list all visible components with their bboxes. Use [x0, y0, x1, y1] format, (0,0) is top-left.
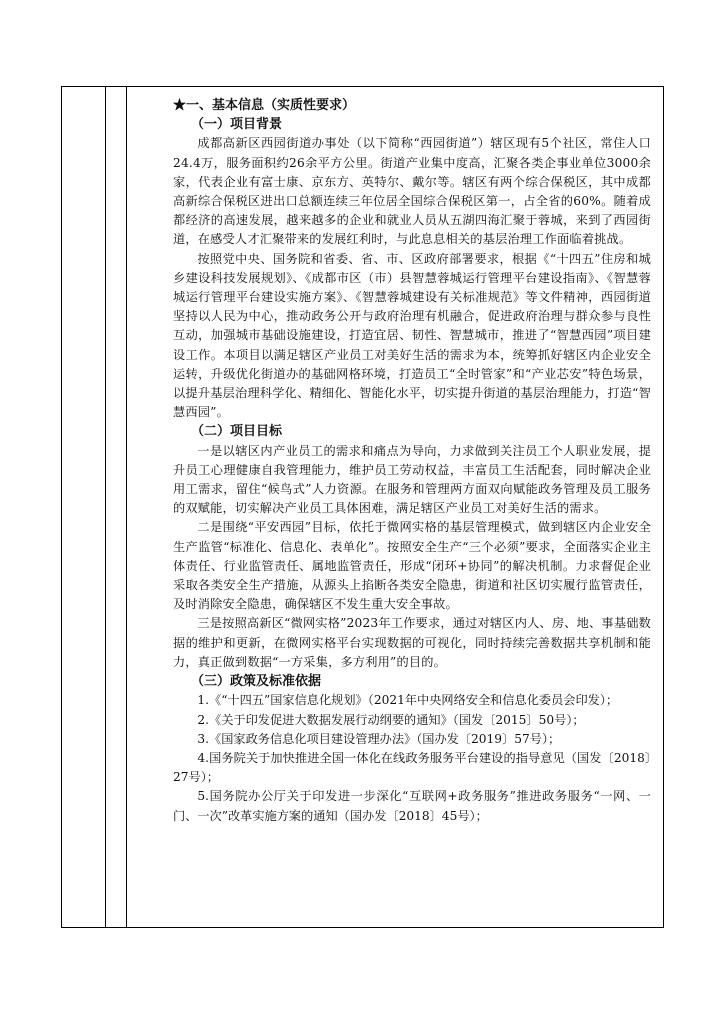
paragraph: 一是以辖区内产业员工的需求和痛点为导向，力求做到关注员工个人职业发展，提升员工心理健康自我管理能力，维护员工劳动权益，丰富员工生活配套，同时解决企业用工需求，留住“候鸟式”人力资源。在服务和管理两方面双向赋能政务管理及员工服务的双赋能，切实解决产业员工具体困难，满足辖区产业员工对美好生活的需求。	[173, 443, 651, 516]
list-item: 3.《国家政务信息化项目建设管理办法》（国办发〔2019〕57号）；	[197, 731, 561, 746]
section-title: ★一、基本信息（实质性要求）	[173, 98, 356, 113]
paragraph: 成都高新区西园街道办事处（以下简称“西园街道”）辖区现有5个社区，常住人口24.4万，服务面积约26余平方公里。街道产业集中度高，汇聚各类企事业单位3000余家，代表企业有富士康、京东方、英特尔、戴尔等。辖区有两个综合保税区，其中成都高新综合保税区进出口总额连续三年位居全国综合保税区第一，占全省的60%。随着成都经济的高速发展，越来越多的企业和就业人员从五湖四海汇聚于蓉城，来到了西园街道，在感受人才汇聚带来的发展红利时，与此息息相关的基层治理工作面临着挑战。	[173, 136, 651, 247]
list-item: 4.国务院关于加快推进全国一体化在线政务服务平台建设的指导意见（国发〔2018〕27号）；	[173, 750, 651, 785]
paragraph: 三是按照高新区“微网实格”2023年工作要求，通过对辖区内人、房、地、事基础数据的维护和更新，在微网实格平台实现数据的可视化，同时持续完善数据共享机制和能力，真正做到数据“一方采集，多方利用”的目的。	[173, 616, 651, 669]
project-goals-heading: （二）项目目标	[191, 424, 283, 440]
paragraph: 按照党中央、国务院和省委、省、市、区政府部署要求，根据《“十四五”住房和城乡建设科技发展规划》、《成都市区（市）县智慧蓉城运行管理平台建设指南》、《智慧蓉城运行管理平台建设实施方案》、《智慧蓉城建设有关标准规范》等文件精神，西园街道坚持以人民为中心，推动政务公开与政府治理有机融合，促进政府治理与群众参与良性互动，加强城市基础设施建设，打造宜居、韧性、智慧城市，推进了“智慧西园”项目建设工作。本项目以满足辖区产业员工对美好生活的需求为本，统筹抓好辖区内企业安全运转，升级优化街道办的基础网格环境，打造员工“全时管家”和“产业芯安”特色场景，以提升基层治理科学化、精细化、智能化水平，切实提升街道的基层治理能力，打造“智慧西园”。	[173, 251, 651, 420]
table-column-divider	[126, 86, 127, 928]
document-content	[173, 96, 651, 826]
list-item: 1.《“十四五”国家信息化规划》（2021年中央网络安全和信息化委员会印发）；	[197, 693, 619, 708]
table-column-divider	[105, 86, 106, 928]
project-background-heading: （一）项目背景	[191, 117, 283, 133]
paragraph: 二是围绕“平安西园”目标，依托于微网实格的基层管理模式，做到辖区内企业安全生产监管“标准化、信息化、表单化”。按照安全生产“三个必须”要求，全面落实企业主体责任、行业监管责任、属地监管责任，形成“闭环+协同”的解决机制。力求督促企业采取各类安全生产措施，从源头上掐断各类安全隐患，街道和社区切实履行监管责任，及时消除安全隐患，确保辖区不发生重大安全事故。	[173, 520, 651, 612]
list-item: 5.国务院办公厅关于印发进一步深化“互联网+政务服务”推进政务服务“一网、一门、一次”改革实施方案的通知（国办发〔2018〕45号）；	[173, 789, 651, 823]
policy-basis-heading: （三）政策及标准依据	[191, 674, 322, 690]
list-item: 2.《关于印发促进大数据发展行动纲要的通知》（国发〔2015〕50号）；	[197, 712, 585, 727]
